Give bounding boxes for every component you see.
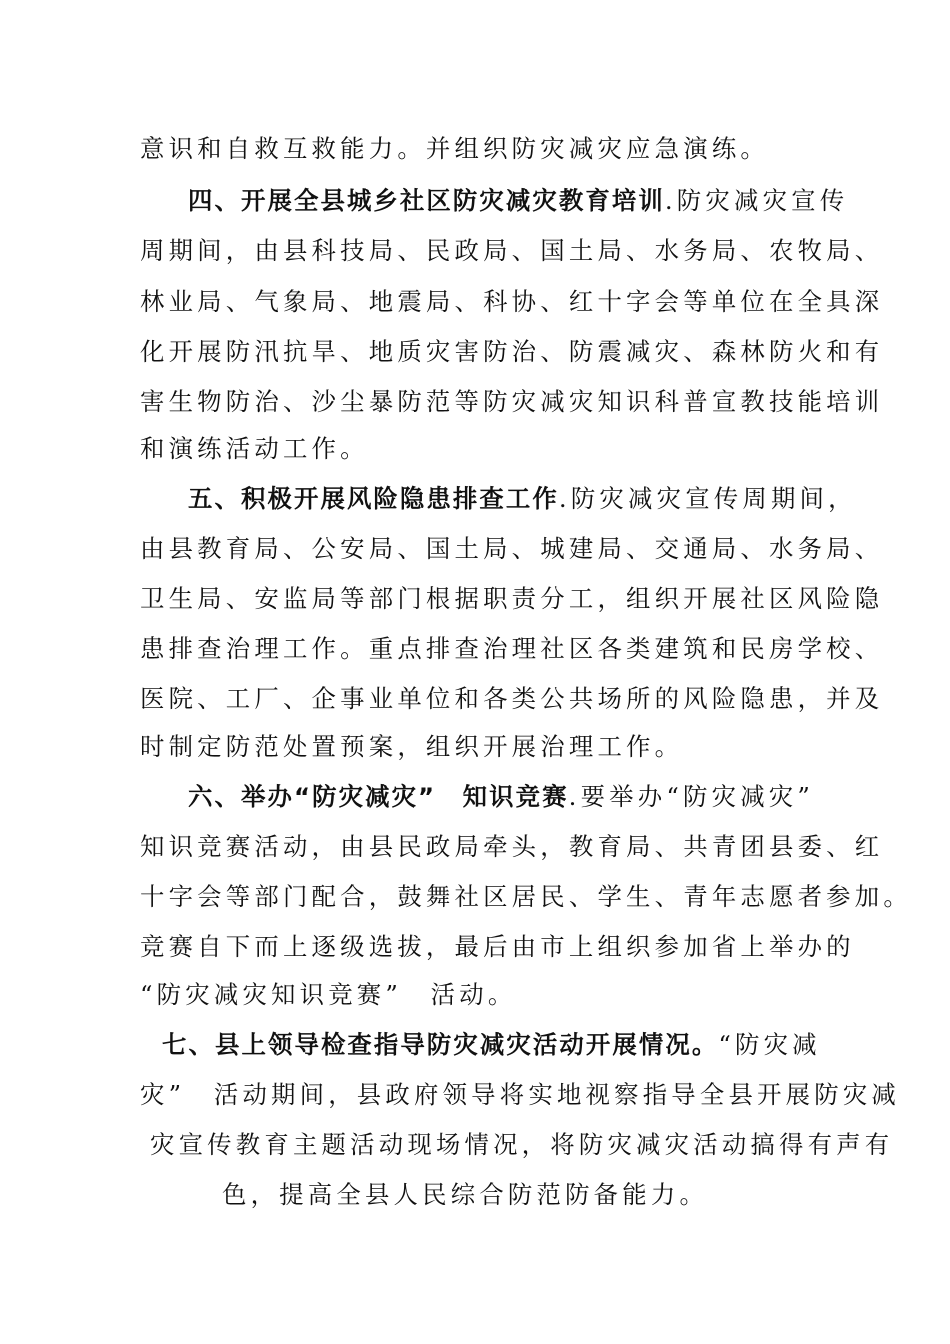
- section-heading: 七、县上领导检查指导防灾减灾活动开展情况。: [162, 1030, 719, 1059]
- paragraph-line: [140, 634, 883, 664]
- paragraph-line: [188, 186, 848, 216]
- line-text: 色，提高全县人民综合防范防备能力。: [222, 1180, 709, 1209]
- section-heading: 五、积极开展风险隐患排查工作: [188, 484, 559, 513]
- section-heading: 六、举办“防灾减灾” 知识竞赛: [188, 782, 569, 811]
- paragraph-line: [140, 832, 883, 862]
- paragraph-line: [222, 1180, 708, 1210]
- line-text: 时制定防范处置预案，组织开展治理工作。: [140, 732, 684, 761]
- paragraph-line: [140, 1080, 900, 1110]
- line-text: 林业局、气象局、地震局、科协、红十字会等单位在全具深: [140, 287, 884, 316]
- line-text: 医院、工厂、企事业单位和各类公共场所的风险隐患，并及: [140, 684, 884, 713]
- line-text: 和演练活动工作。: [140, 434, 369, 463]
- paragraph-line: [140, 684, 883, 714]
- paragraph-line: [188, 782, 814, 812]
- section-heading: 四、开展全县城乡社区防灾减灾教育培训: [188, 186, 665, 215]
- line-text: 知识竞赛活动，由县民政局牵头，教育局、共青团县委、红: [140, 832, 884, 861]
- paragraph-line: [140, 732, 683, 762]
- line-text: 灾宣传教育主题活动现场情况，将防灾减灾活动搞得有声有: [150, 1130, 894, 1159]
- line-text: 患排查治理工作。重点排查治理社区各类建筑和民房学校、: [140, 634, 884, 663]
- line-text: 意识和自救互救能力。并组织防灾减灾应急演练。: [140, 134, 769, 163]
- paragraph-line: [140, 337, 883, 367]
- paragraph-line: [140, 584, 883, 614]
- paragraph-line: [140, 980, 516, 1010]
- paragraph-line: [162, 1030, 821, 1060]
- line-text: “防灾减灾知识竞赛” 活动。: [140, 980, 517, 1009]
- paragraph-line: [140, 882, 912, 912]
- paragraph-line: [188, 484, 857, 514]
- line-text: .防灾减灾宣传周期间，: [558, 484, 857, 513]
- paragraph-line: [150, 1130, 893, 1160]
- line-text: .要举办“防灾减灾”: [568, 782, 815, 811]
- line-text: .防灾减灾宣传: [664, 186, 849, 215]
- line-text: 卫生局、安监局等部门根据职责分工，组织开展社区风险隐: [140, 584, 884, 613]
- paragraph-line: [140, 236, 883, 266]
- paragraph-line: [140, 932, 855, 962]
- paragraph-line: [140, 434, 369, 464]
- line-text: 灾” 活动期间，县政府领导将实地视察指导全县开展防灾减: [140, 1080, 901, 1109]
- line-text: 害生物防治、沙尘暴防范等防灾减灾知识科普宣教技能培训: [140, 387, 884, 416]
- line-text: 由县教育局、公安局、国土局、城建局、交通局、水务局、: [140, 534, 884, 563]
- line-text: 竞赛自下而上逐级选拔，最后由市上组织参加省上举办的: [140, 932, 855, 961]
- line-text: 周期间，由县科技局、民政局、国土局、水务局、农牧局、: [140, 236, 884, 265]
- paragraph-line: [140, 534, 883, 564]
- paragraph-line: [140, 387, 883, 417]
- line-text: “防灾减: [718, 1030, 821, 1059]
- line-text: 化开展防汛抗旱、地质灾害防治、防震减灾、森林防火和有: [140, 337, 884, 366]
- paragraph-line: [140, 134, 769, 164]
- line-text: 十字会等部门配合，鼓舞社区居民、学生、青年志愿者参加。: [140, 882, 912, 911]
- paragraph-line: [140, 287, 883, 317]
